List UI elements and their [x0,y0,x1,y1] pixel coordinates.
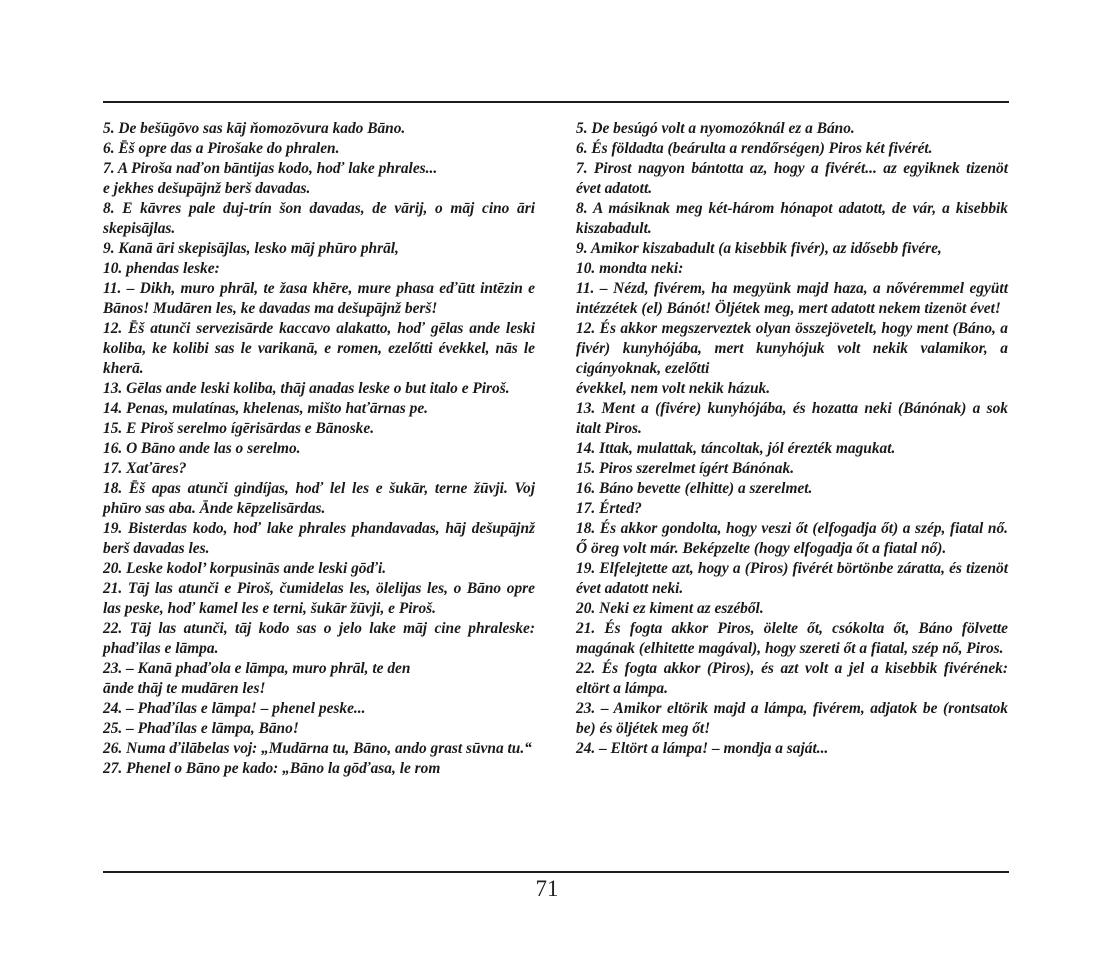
romani-line: 6. Ēš opre das a Pirošake do phralen. [103,140,340,157]
hungarian-line: 5. De besúgó volt a nyomozóknál ez a Báno. [576,120,855,137]
romani-line: 7. A Piroša naďon bāntijas kodo, hoď lake phrales... [103,160,438,177]
hungarian-line: 11. – Nézd, fivérem, ha megyünk majd haza, a nővéremmel együtt intézzétek (el) Bánót! Öljétek meg, mert adatott nekem tizenöt évet! [576,280,1008,317]
romani-line: 15. E Piroš serelmo ígērisārdas e Bānoske. [103,420,375,437]
page-number: 71 [535,876,559,901]
hungarian-line: 22. És fogta akkor (Piros), és azt volt a jel a kisebbik fivérének: eltört a lámpa. [576,660,1008,697]
romani-line: 25. – Phaďílas e lāmpa, Bāno! [103,720,299,737]
hungarian-line: 18. És akkor gondolta, hogy veszi őt (elfogadja őt) a szép, fiatal nő. Ő öreg volt már. Beképzelte (hogy elfogadja őt a fiatal nő). [576,520,1008,557]
romani-line: ānde thāj te mudāren les! [103,680,266,697]
romani-line: 23. – Kanā phaďola e lāmpa, muro phrāl, te den [103,660,411,677]
romani-line: 22. Tāj las atunči, tāj kodo sas o jelo lake māj cine phraleske: phaďilas e lāmpa. [103,620,535,657]
romani-line: 19. Bisterdas kodo, hoď lake phrales phandavadas, hāj dešupājnž berš davadas les. [103,520,535,557]
romani-line: 27. Phenel o Bāno pe kado: „Bāno la gōďasa, le rom [103,760,441,777]
romani-line: 5. De bešūgōvo sas kāj ňomozōvura kado Bāno. [103,120,406,137]
hungarian-line: 8. A másiknak meg két-három hónapot adatott, de vár, a kisebbik kiszabadult. [576,200,1008,237]
romani-line: 11. – Dikh, muro phrāl, te žasa khēre, mure phasa eďūtt intēzin e Bānos! Mudāren les, ke davadas ma dešupājnž berš! [103,280,535,317]
bottom-rule [103,871,1009,873]
romani-line: 13. Gēlas ande leski koliba, thāj anadas leske o but italo e Piroš. [103,380,510,397]
hungarian-line: 14. Ittak, mulattak, táncoltak, jól érezték magukat. [576,440,896,457]
hungarian-line: 16. Báno bevette (elhitte) a szerelmet. [576,480,813,497]
romani-line: 16. O Bāno ande las o serelmo. [103,440,301,457]
hungarian-line: 24. – Eltört a lámpa! – mondja a saját... [576,740,829,757]
hungarian-line: 20. Neki ez kiment az eszéből. [576,600,764,617]
hungarian-line: 21. És fogta akkor Piros, ölelte őt, csókolta őt, Báno fölvette magának (elhitette magával), hogy szereti őt a fiatal, szép nő, Piros. [576,620,1008,657]
romani-line: 12. Ēš atunči servezisārde kaccavo alakatto, hoď gēlas ande leski koliba, ke kolibi sas le varikanā, e romen, ezelőtti évekkel, nās le kherā. [103,320,535,377]
hungarian-line: 13. Ment a (fivére) kunyhójába, és hozatta neki (Bánónak) a sok italt Piros. [576,400,1008,437]
hungarian-line: 23. – Amikor eltörik majd a lámpa, fivérem, adjatok be (rontsatok be) és öljétek meg őt! [576,700,1008,737]
romani-line: 24. – Phaďílas e lāmpa! – phenel peske... [103,700,366,717]
romani-line: 10. phendas leske: [103,260,220,277]
hungarian-line: 9. Amikor kiszabadult (a kisebbik fivér), az idősebb fivére, [576,240,942,257]
romani-line: 26. Numa ďilābelas voj: „Mudārna tu, Bāno, ando grast sūvna tu.“ [103,740,532,757]
romani-line: 21. Tāj las atunči e Piroš, čumidelas les, ölelijas les, o Bāno opre las peske, hoď kamel les e terni, šukār žūvji, e Piroš. [103,580,535,617]
hungarian-line: 6. És földadta (beárulta a rendőrségen) Piros két fivérét. [576,140,933,157]
romani-line: 8. E kāvres pale duj-trín šon davadas, de vārij, o māj cino āri skepisājlas. [103,200,535,237]
hungarian-line: 10. mondta neki: [576,260,684,277]
hungarian-line: 15. Piros szerelmet ígért Bánónak. [576,460,795,477]
romani-line: 14. Penas, mulatínas, khelenas, mišto haťārnas pe. [103,400,429,417]
romani-line: 9. Kanā āri skepisājlas, lesko māj phūro phrāl, [103,240,399,257]
left-column-romani [103,119,535,779]
romani-line: 17. Xaťāres? [103,460,187,477]
romani-line: 20. Leske kodol’ korpusinās ande leski gōďi. [103,560,387,577]
hungarian-line: 7. Pirost nagyon bántotta az, hogy a fivérét... az egyiknek tizenöt évet adatott. [576,160,1008,197]
hungarian-line: évekkel, nem volt nekik házuk. [576,380,771,397]
hungarian-line: 12. És akkor megszerveztek olyan összejövetelt, hogy ment (Báno, a fivér) kunyhójába, mert kunyhójuk volt nekik valamikor, a cigányoknak, ezelőtti [576,320,1008,377]
romani-line: e jekhes dešupājnž berš davadas. [103,180,311,197]
hungarian-line: 19. Elfelejtette azt, hogy a (Piros) fivérét börtönbe záratta, és tizenöt évet adatott neki. [576,560,1008,597]
hungarian-line: 17. Érted? [576,500,642,517]
romani-line: 18. Ēš apas atunči gindíjas, hoď lel les e šukār, terne žūvji. Voj phūro sas aba. Ānde kēpzelisārdas. [103,480,535,517]
right-column-hungarian [576,119,1008,759]
top-rule [103,101,1009,103]
